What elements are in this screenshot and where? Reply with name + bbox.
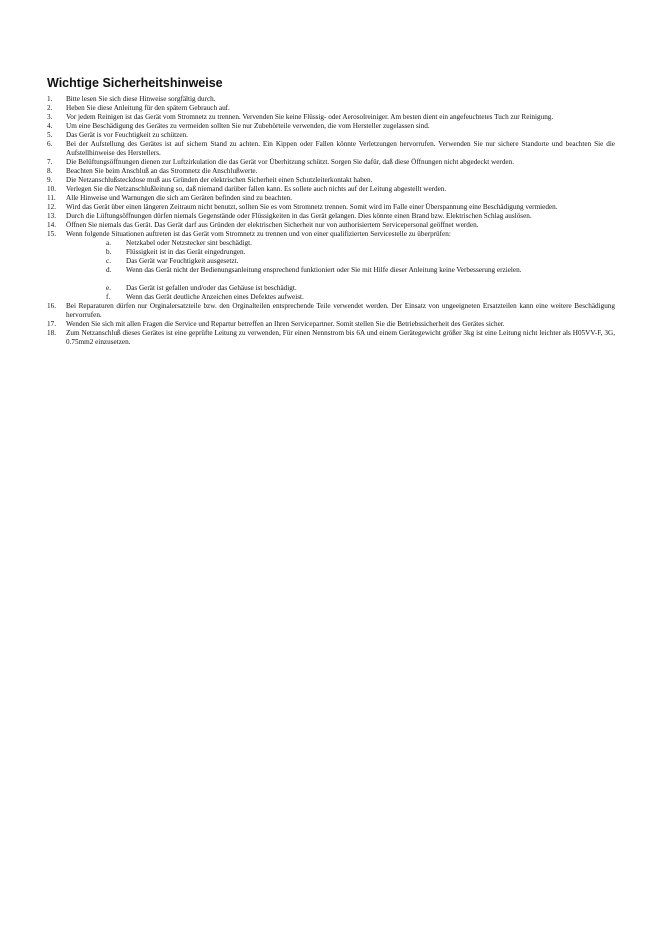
- sublist-text: Netzkabel oder Netzstecker sint beschädigt.: [126, 239, 252, 247]
- item-text: Verlegen Sie die Netzanschlußleitung so, daß niemand darüber fallen kann. Es sollete auch nichts auf der Leitung abgestellt werden.: [66, 185, 447, 193]
- item-number: 4.: [47, 122, 53, 130]
- item-text: Vor jedem Reinigen ist das Gerät vom Stromnetz zu trennen. Vervenden Sie keine Flüssig- oder Aerosolreiniger. Am besten dient ein angefeuchtetes Tuch zur Reinigung.: [66, 113, 554, 121]
- item-text: Das Gerät is vor Feuchtigkeit zu schützen.: [66, 131, 188, 139]
- item-number: 12.: [47, 203, 56, 211]
- item-number: 9.: [47, 176, 53, 184]
- item-number: 14.: [47, 221, 56, 229]
- sublist-item: [106, 239, 615, 248]
- item-text: Heben Sie diese Anleitung für den spätern Gebrauch auf.: [66, 104, 230, 112]
- sublist-text: Wenn das Gerät deutliche Anzeichen eines Defektes aufweist.: [126, 293, 304, 301]
- item-text: Wenden Sie sich mit allen Fragen die Service und Repartur betreffen an Ihren Servicepartner. Somit stellen Sie die Betriebssicherheit des Gerätes sicher.: [66, 320, 505, 328]
- list-item: [47, 230, 615, 239]
- item-text: Bei Reparaturen dürfen nur Orginalersatzteile bzw. den Orginalteilen entsprechende Teile verwendet werden. Der Einsatz von ungeeigneten Ersatzteilen kann eine weitere Beschädigung hervorrufen.: [66, 302, 615, 319]
- list-item: [47, 104, 615, 113]
- safety-instructions-list: [47, 95, 615, 239]
- item-number: 5.: [47, 131, 53, 139]
- sublist-item: [106, 257, 615, 266]
- sublist-item: [106, 293, 615, 302]
- sublist-text: Das Gerät ist gefallen und/oder das Gehäuse ist beschädigt.: [126, 284, 297, 292]
- list-item: [47, 167, 615, 176]
- list-item: [47, 194, 615, 203]
- list-item: [47, 212, 615, 221]
- sublist-text: Wenn das Gerät nicht der Bedienungsanleitung ensprechend funktioniert oder Sie mit Hilfe dieser Anleitung keine Verbesserung erzielen.: [126, 266, 522, 274]
- item-number: 10.: [47, 185, 56, 193]
- item-number: 17.: [47, 320, 56, 328]
- sublist-item: [106, 266, 615, 275]
- item-text: Alle Hinweise und Warnungen die sich am Geräten befinden sind zu beachten.: [66, 194, 293, 202]
- safety-instructions-list-continued: [47, 302, 615, 347]
- list-item: [47, 140, 615, 158]
- item-number: 13.: [47, 212, 56, 220]
- sublist-letter: f.: [106, 293, 111, 301]
- sublist-letter: c.: [106, 257, 111, 265]
- item-text: Zum Netzanschluß dieses Gerätes ist eine geprüfte Leitung zu verwenden, Für einen Nennstrom bis 6A und einem Gerätegewicht größer 3kg ist eine Leitung nicht leichter als H05VV-F, 3G, 0.75mm2 einzusetzen.: [66, 329, 615, 346]
- item-text: Um eine Beschädigung des Gerätes zu vermeiden sollten Sie nur Zubehörteile verwenden, die vom Hersteller zugelassen sind.: [66, 122, 430, 130]
- list-item: [47, 302, 615, 320]
- item-number: 6.: [47, 140, 53, 148]
- item-text: Durch die Lüftungsöffnungen dürfen niemals Gegenstände oder Flüssigkeiten in das Gerät gelangen. Dies könnte einen Brand bzw. Elektrischen Schlag auslösen.: [66, 212, 532, 220]
- item-number: 18.: [47, 329, 56, 337]
- sublist-letter: e.: [106, 284, 111, 292]
- list-item: [47, 203, 615, 212]
- item-text: Beachten Sie beim Anschluß an das Stromnetz die Anschlußwerte.: [66, 167, 258, 175]
- item-text: Bei der Aufstellung des Gerätes ist auf sichern Stand zu achten. Ein Kippen oder Fallen könnte Verletzungen hervorrufen. Verwenden Sie nur sichere Standorte und beachten Sie die Aufstellhinweise des Herstellers.: [66, 140, 615, 157]
- sublist-item: [106, 284, 615, 293]
- sublist-item: [106, 248, 615, 257]
- document-page: [47, 76, 615, 347]
- sublist-letter: d.: [106, 266, 112, 274]
- item-number: 7.: [47, 158, 53, 166]
- item-text: Die Netzanschlußsteckdose muß aus Gründen der elektrischen Sicherheit einen Schutzleiterkontakt haben.: [66, 176, 373, 184]
- item-number: 8.: [47, 167, 53, 175]
- list-item: [47, 176, 615, 185]
- item-number: 15.: [47, 230, 56, 238]
- list-item: [47, 113, 615, 122]
- page-title: Wichtige Sicherheitshinweise: [47, 76, 223, 90]
- item-number: 2.: [47, 104, 53, 112]
- item-number: 3.: [47, 113, 53, 121]
- list-item: [47, 158, 615, 167]
- list-item: [47, 122, 615, 131]
- list-item: [47, 320, 615, 329]
- service-conditions-sublist: [47, 239, 615, 302]
- sublist-letter: a.: [106, 239, 111, 247]
- sublist-text: Das Gerät war Feuchtigkeit ausgesetzt.: [126, 257, 239, 265]
- item-text: Bitte lesen Sie sich diese Hinweise sorgfältig durch.: [66, 95, 216, 103]
- list-item: [47, 221, 615, 230]
- item-number: 11.: [47, 194, 56, 202]
- list-item: [47, 329, 615, 347]
- item-text: Wird das Gerät über einen längeren Zeitraum nicht benutzt, sollten Sie es vom Stromnetz trennen. Somit wird im Falle einer Überspannung eine Beschädigung vermieden.: [66, 203, 558, 211]
- list-item: [47, 95, 615, 104]
- list-item: [47, 131, 615, 140]
- item-text: Wenn folgende Situationen auftreten ist das Gerät vom Stromnetz zu trennen und von einer qualifizierten Servicestelle zu überprüfen:: [66, 230, 451, 238]
- sublist-text: Flüssigkeit ist in das Gerät eingedrungen.: [126, 248, 246, 256]
- item-text: Die Belüftungsöffnungen dienen zur Luftzirkulation die das Gerät vor Überhitzung schützt. Sorgen Sie dafür, daß diese Öffnungen nicht abgedeckt werden.: [66, 158, 514, 166]
- sublist-letter: b.: [106, 248, 112, 256]
- item-number: 1.: [47, 95, 53, 103]
- item-text: Öffnen Sie niemals das Gerät. Das Gerät darf aus Gründen der elektrischen Sicherheit nur von authorisiertem Servicepersonal geöffnet werden.: [66, 221, 479, 229]
- item-number: 16.: [47, 302, 56, 310]
- list-item: [47, 185, 615, 194]
